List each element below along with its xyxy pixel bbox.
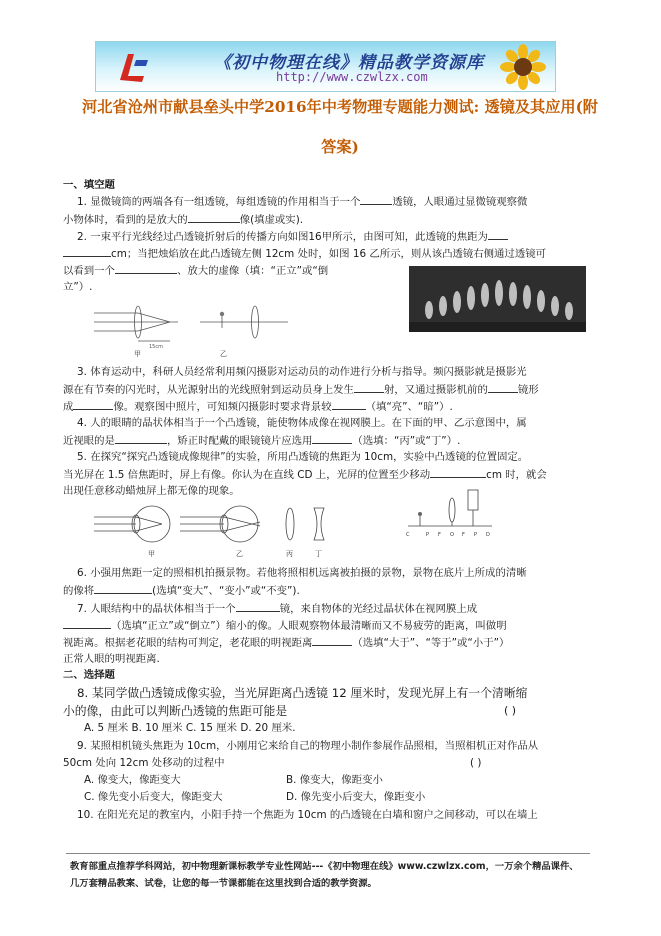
q9-answer-paren[interactable]: ( ) — [470, 757, 482, 769]
q7-blank-2[interactable] — [63, 616, 111, 629]
q4-text-b3: （选填：“丙”或“丁”）. — [352, 435, 461, 447]
q5-text-a: 5. 在探究“探究凸透镜成像规律”的实验，所用凸透镜的焦距为 10cm，实验中凸透镜的位置固定。 — [77, 451, 529, 463]
figure-eye-diagrams — [92, 500, 332, 558]
q4-blank-2[interactable] — [312, 431, 352, 444]
footer-divider — [66, 853, 590, 854]
gymnast-silhouette-icon — [409, 266, 586, 332]
q10-text-a: 10. 在阳光充足的教室内，小阳手持一个焦距为 10cm 的凸透镜在白墙和窗户之间移动，可以在墙上 — [77, 809, 538, 821]
q8-answer-paren[interactable]: ( ) — [504, 704, 517, 717]
q2-blank-1-cont[interactable] — [63, 244, 111, 257]
figure-optical-bench — [406, 486, 494, 542]
q9-option-b: B. 像变大，像距变小 — [286, 774, 383, 786]
q6-blank-1[interactable] — [94, 581, 152, 594]
bench-label-d: D — [486, 532, 490, 538]
q3-blank-4[interactable] — [332, 397, 366, 410]
q6-text-b1: 的像将 — [63, 585, 95, 597]
q3-text-c1: 成 — [63, 401, 74, 413]
eye-label-jia: 甲 — [148, 550, 155, 558]
q1-blank-1[interactable] — [360, 192, 392, 205]
q7-blank-3[interactable] — [312, 633, 352, 646]
banner-title: 《初中物理在线》精品教学资源库 — [214, 53, 484, 73]
q4-text-b1: 近视眼的是 — [63, 435, 115, 447]
header-banner — [95, 41, 556, 92]
q8-text-b: 小的像，由此可以判断凸透镜的焦距可能是 — [63, 704, 288, 718]
q5-blank-1[interactable] — [430, 465, 486, 478]
bench-label-p2: P — [474, 532, 478, 538]
q1-text-d: 像(填虚或实). — [239, 214, 304, 226]
q4-text-a: 4. 人的眼睛的晶状体相当于一个凸透镜，能使物体成像在视网膜上。在下面的甲、乙示意图中，属 — [77, 417, 527, 429]
site-logo-icon — [114, 46, 154, 86]
bench-label-f1: F — [438, 532, 441, 538]
q9-option-c: C. 像先变小后变大，像距变大 — [84, 791, 223, 803]
fig16-label-yi: 乙 — [220, 350, 227, 358]
q6-line2 — [63, 581, 300, 600]
q3-text-b1: 源在有节奏的闪光时，从光源射出的光线照射到运动员身上发生 — [63, 384, 354, 396]
stroboscopic-photo — [409, 266, 586, 332]
q3-text-c2: 像。观察图中照片，可知频闪摄影时要求背景较 — [113, 401, 332, 413]
q7-text-c2: （选填“大于”、“等于”或“小于”） — [352, 637, 510, 649]
q3-text-b3: 镜形 — [517, 384, 539, 396]
section-choice: 二、选择题 — [63, 669, 115, 681]
q3-blank-1[interactable] — [354, 380, 384, 393]
document-title-line2: 答案) — [321, 138, 359, 156]
figure-16-lens-diagram — [92, 296, 292, 358]
q7-text-c: 视距离。根据老花眼的结构可判定，老花眼的明视距离 — [63, 637, 313, 649]
q7-blank-1[interactable] — [236, 599, 280, 612]
fig16-label-jia: 甲 — [134, 350, 141, 358]
fig16-distance-label: 15cm — [149, 344, 163, 350]
q7-text-a1: 7. 人眼结构中的晶状体相当于一个 — [77, 603, 236, 615]
q1-text-c: 小物体时，看到的是放大的 — [63, 214, 188, 226]
q2-blank-1[interactable] — [488, 227, 508, 240]
lens-label-bing: 丙 — [286, 550, 293, 558]
sunflower-icon — [495, 44, 551, 90]
q2-text-b: cm；当把烛焰放在此凸透镜左侧 12cm 处时，如图 16 乙所示，则从该凸透镜右侧通过透镜可 — [111, 248, 546, 260]
q6-text-b2: (选填“变大”、“变小”或“不变”). — [152, 585, 300, 597]
q3-text-a: 3. 体育运动中，科研人员经常利用频闪摄影对运动员的动作进行分析与指导。频闪摄影就是摄影光 — [77, 366, 527, 378]
q9-text-b: 50cm 处向 12cm 处移动的过程中 — [63, 757, 225, 769]
q4-blank-1[interactable] — [115, 431, 167, 444]
q2-text-d: 、放大的虚像（填：“正立”或“倒 — [176, 265, 329, 277]
q3-blank-2[interactable] — [488, 380, 518, 393]
eye-label-yi: 乙 — [236, 550, 243, 558]
q3-text-b2: 射，又通过摄影机前的 — [383, 384, 488, 396]
q5-text-c: 出现任意移动蜡烛屏上都无像的现象。 — [63, 485, 240, 497]
q8-options: A. 5 厘米 B. 10 厘米 C. 15 厘米 D. 20 厘米. — [84, 722, 296, 734]
q1-text-a: 1. 显微镜筒的两端各有一组透镜，每组透镜的作用相当于一个 — [77, 196, 361, 208]
bench-label-o: O — [450, 532, 454, 538]
q7-text-b1: （选填“正立”或“倒立”）缩小的像。人眼观察物体最清晰而又不易疲劳的距离，叫做明 — [111, 620, 507, 632]
document-title-line1: 河北省沧州市献县垒头中学2016年中考物理专题能力测试: 透镜及其应用(附 — [82, 98, 598, 116]
q1-line1 — [77, 192, 527, 211]
bench-label-c: C — [406, 532, 410, 538]
bench-label-f2: F — [462, 532, 465, 538]
q1-text-b: 透镜，人眼通过显微镜观察微 — [392, 196, 528, 208]
q2-text-c: 以看到一个 — [63, 265, 115, 277]
footer — [70, 858, 590, 892]
q9-option-d: D. 像先变小后变大，像距变小 — [286, 791, 426, 803]
q2-blank-2[interactable] — [115, 261, 177, 274]
q6-text-a: 6. 小强用焦距一定的照相机拍摄景物。若他将照相机远离被拍摄的景物，景物在底片上所成的清晰 — [77, 567, 527, 579]
q8-line2 — [63, 702, 287, 720]
footer-line2: 几万套精品教案、试卷，让您的每一节课都能在这里找到合适的教学资源。 — [70, 878, 377, 889]
q2-text-a: 2. 一束平行光线经过凸透镜折射后的传播方向如图16甲所示，由图可知，此透镜的焦距为 — [77, 231, 488, 243]
q9-text-a: 9. 某照相机镜头焦距为 10cm，小刚用它来给自己的物理小制作参展作品照相，当照相机正对作品从 — [77, 740, 539, 752]
q2-line3 — [63, 261, 328, 280]
q8-text-a: 8. 某同学做凸透镜成像实验，当光屏距离凸透镜 12 厘米时，发现光屏上有一个清晰缩 — [77, 686, 528, 700]
q3-blank-3[interactable] — [73, 397, 113, 410]
q5-text-b1: 当光屏在 1.5 倍焦距时，屏上有像。你认为在直线 CD 上，光屏的位置至少移动 — [63, 469, 431, 481]
footer-line1: 教育部重点推荐学科网站，初中物理新课标教学专业性网站---《初中物理在线》www.czwlzx.com，一万余个精品课件、 — [70, 861, 579, 872]
banner-url[interactable]: http://www.czwlzx.com — [276, 70, 428, 84]
section-fill-in: 一、填空题 — [63, 179, 115, 191]
q7-text-d: 正常人眼的明视距离. — [63, 653, 160, 665]
q4-text-b2: ，矫正时配戴的眼镜镜片应选用 — [166, 435, 313, 447]
q2-text-e: 立”）. — [63, 281, 93, 293]
q3-text-c3: （填“亮”、“暗”）. — [365, 401, 453, 413]
q9-option-a: A. 像变大，像距变大 — [84, 774, 181, 786]
bench-label-p1: P — [426, 532, 430, 538]
q1-blank-2[interactable] — [188, 210, 240, 223]
q7-text-a2: 镜，来自物体的光经过晶状体在视网膜上成 — [279, 603, 478, 615]
q5-text-b2: cm 时，就会 — [486, 469, 547, 481]
lens-label-ding: 丁 — [315, 550, 322, 558]
